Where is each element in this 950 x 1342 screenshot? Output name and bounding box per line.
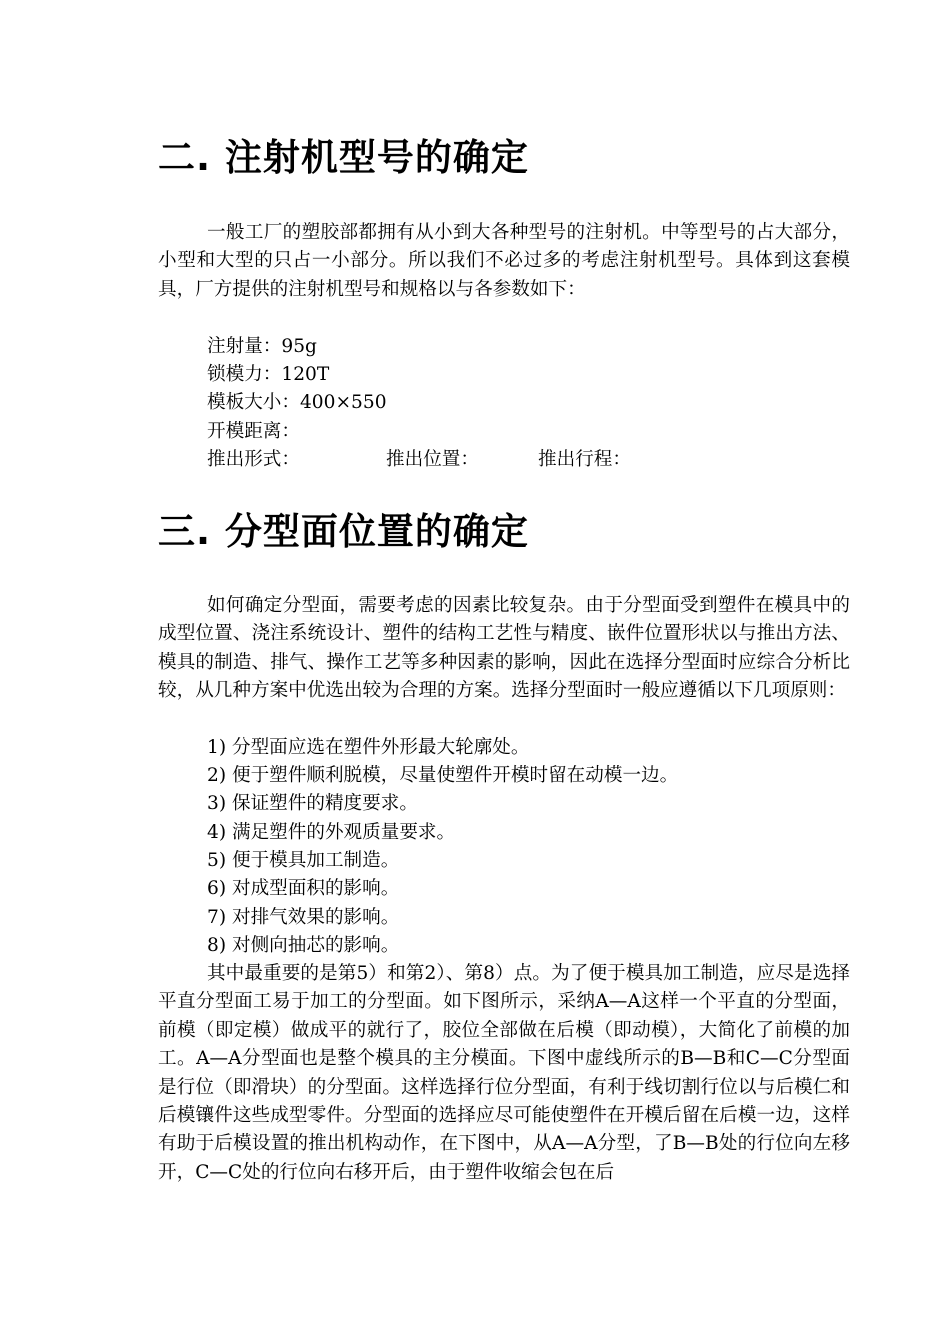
principle-item: 2) 便于塑件顺利脱模，尽量使塑件开模时留在动模一边。 (207, 765, 679, 786)
eject-params-row (0, 446, 950, 475)
principle-item: 8) 对侧向抽芯的影响。 (207, 935, 400, 956)
param-opening-distance: 开模距离： (207, 421, 300, 442)
param-clamping-force: 锁模力：120T (207, 364, 330, 385)
section-2-heading: 二. 注射机型号的确定 (158, 136, 529, 179)
section-3-paragraph-1: 如何确定分型面，需要考虑的因素比较复杂。由于分型面受到塑件在模具中的成型位置、浇注系统设计、塑件的结构工艺性与精度、嵌件位置形状以与推出方法、模具的制造、排气、操作工艺等多种因素的影响，因此在选择分型面时应综合分析比较，从几种方案中优选出较为合理的方案。选择分型面时一般应遵循以下几项原则： (158, 595, 850, 702)
principle-item: 1) 分型面应选在塑件外形最大轮廓处。 (207, 737, 530, 758)
section-2-paragraph: 一般工厂的塑胶部都拥有从小到大各种型号的注射机。中等型号的占大部分，小型和大型的只占一小部分。所以我们不必过多的考虑注射机型号。具体到这套模具，厂方提供的注射机型号和规格以与各参数如下： (158, 222, 850, 300)
principle-item: 5) 便于模具加工制造。 (207, 850, 400, 871)
eject-form-label: 推出形式： (207, 449, 300, 470)
principle-item: 3) 保证塑件的精度要求。 (207, 793, 418, 814)
eject-position-label: 推出位置： (386, 449, 479, 470)
param-platen-size: 模板大小：400×550 (207, 392, 387, 413)
param-injection-volume: 注射量：95g (207, 336, 317, 357)
section-3-heading: 三. 分型面位置的确定 (158, 510, 529, 553)
principle-item: 7) 对排气效果的影响。 (207, 907, 400, 928)
section-3-paragraph-2: 其中最重要的是第5）和第2）、第8）点。为了便于模具加工制造，应尽是选择平直分型面工易于加工的分型面。如下图所示，采纳A—A这样一个平直的分型面，前模（即定模）做成平的就行了，胶位全部做在后模（即动模），大简化了前模的加工。A—A分型面也是整个模具的主分模面。下图中虚线所示的B—B和C—C分型面是行位（即滑块）的分型面。这样选择行位分型面，有利于线切割行位以与后模仁和后模镶件这些成型零件。分型面的选择应尽可能使塑件在开模后留在后模一边，这样有助于后模设置的推出机构动作，在下图中，从A—A分型，了B—B处的行位向左移开，C—C处的行位向右移开后，由于塑件收缩会包在后 (158, 963, 850, 1183)
principle-item: 4) 满足塑件的外观质量要求。 (207, 822, 456, 843)
eject-stroke-label: 推出行程： (538, 449, 631, 470)
principle-item: 6) 对成型面积的影响。 (207, 878, 400, 899)
